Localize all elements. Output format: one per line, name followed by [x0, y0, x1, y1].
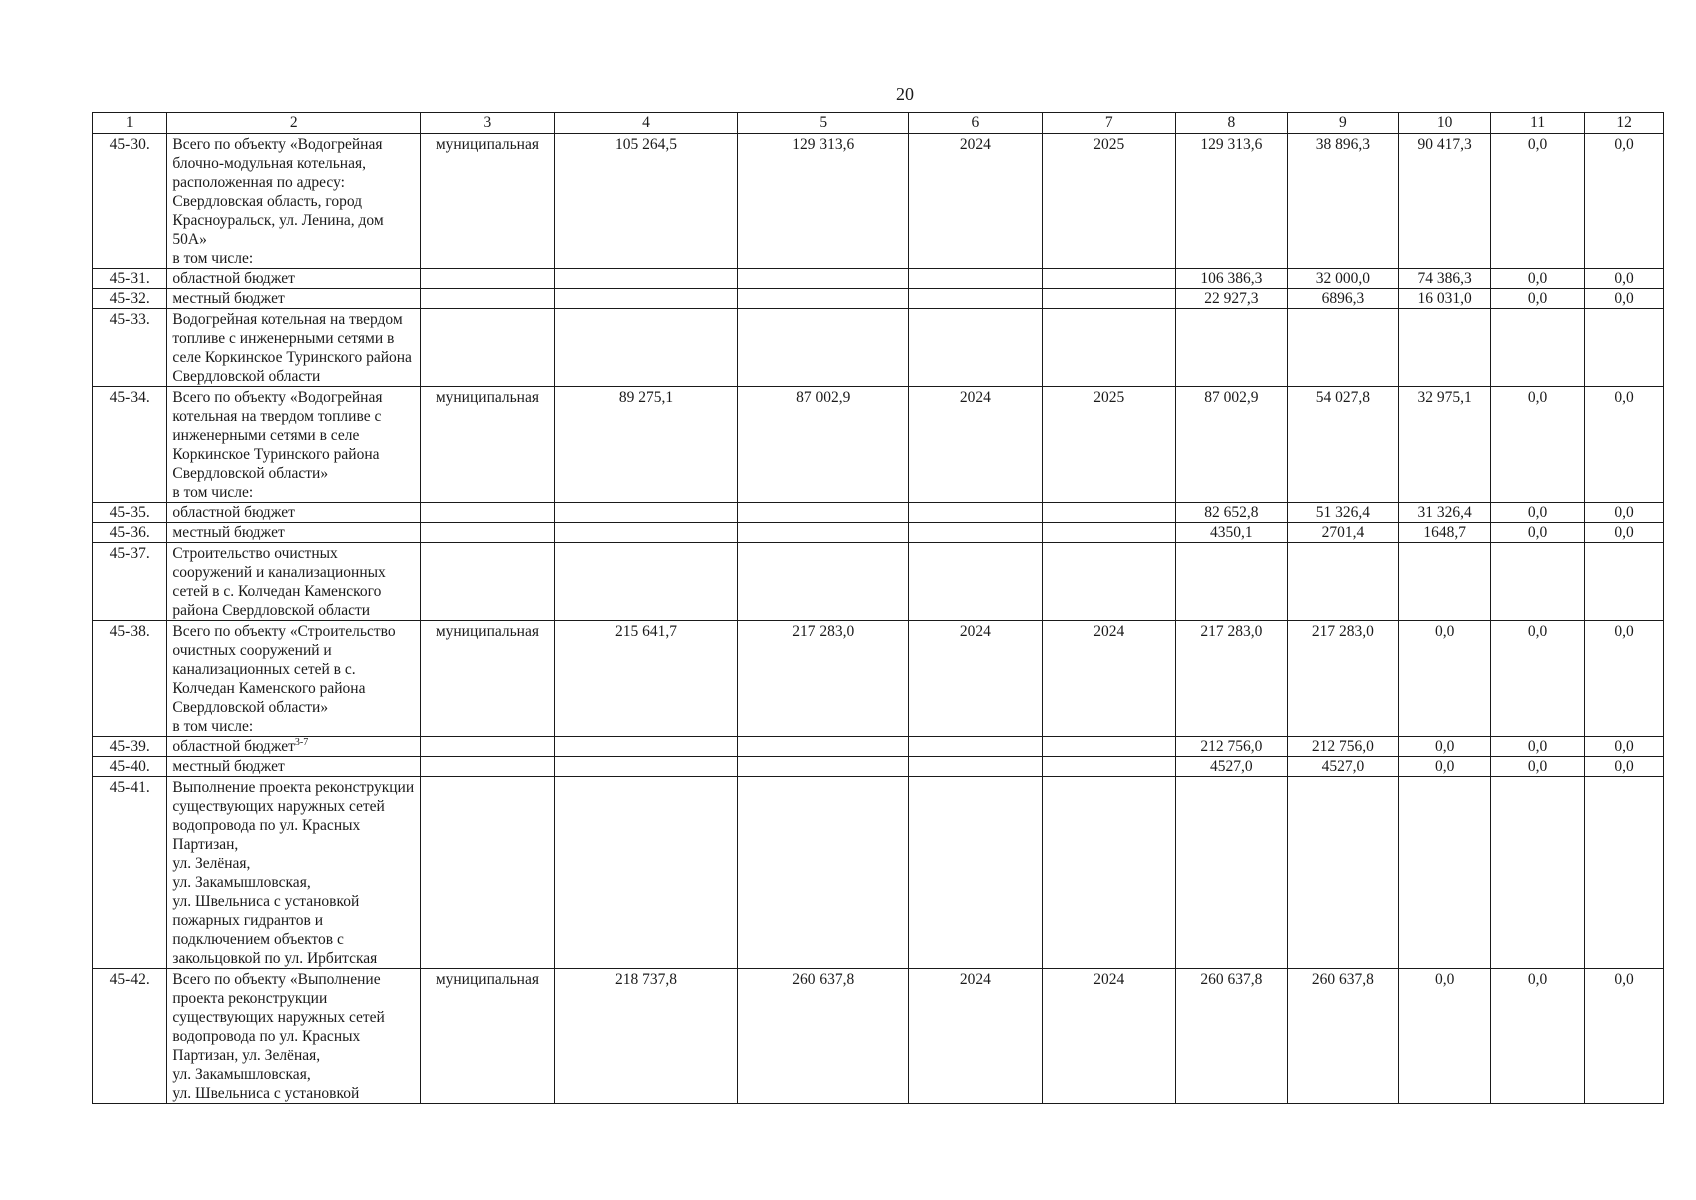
cost-value [738, 543, 909, 621]
start-year [909, 503, 1042, 523]
funding-year-3 [1491, 621, 1585, 737]
funding-year-3-text: 0,0 [1527, 738, 1548, 755]
end-year-text: 2024 [1093, 971, 1125, 988]
row-number-text: 45-30. [109, 136, 150, 153]
funding-year-4-text: 0,0 [1614, 971, 1634, 988]
end-year-text: 2025 [1093, 136, 1125, 153]
row-number-text: 45-33. [109, 311, 150, 328]
total-funding-text: 87 002,9 [1204, 389, 1259, 406]
funding-year-4-text: 0,0 [1614, 504, 1634, 521]
funding-year-2-text: 0,0 [1434, 623, 1455, 640]
item-description-text: областной бюджет [172, 504, 295, 521]
funding-year-2 [1399, 777, 1491, 969]
funding-year-3-text: 0,0 [1527, 389, 1548, 406]
cost-value [554, 543, 738, 621]
funding-year-1 [1287, 969, 1399, 1104]
end-year [1042, 503, 1175, 523]
funding-year-2 [1399, 737, 1491, 757]
total-funding [1176, 523, 1288, 543]
end-year [1042, 289, 1175, 309]
row-number [93, 543, 167, 621]
funding-year-1-text: 54 027,8 [1315, 389, 1371, 406]
item-description [167, 134, 421, 269]
cost-value [554, 134, 738, 269]
item-description [167, 621, 421, 737]
funding-year-4-text: 0,0 [1614, 623, 1634, 640]
table-row [93, 523, 1664, 543]
ownership-type [421, 134, 554, 269]
cost-value [738, 289, 909, 309]
funding-year-2-text: 0,0 [1434, 971, 1455, 988]
item-description [167, 387, 421, 503]
cost-value [738, 969, 909, 1104]
total-funding [1176, 621, 1288, 737]
funding-year-2 [1399, 309, 1491, 387]
funding-year-4-text: 0,0 [1614, 524, 1634, 541]
cost-value-text: 89 275,1 [618, 389, 674, 406]
total-funding [1176, 757, 1288, 777]
row-number [93, 269, 167, 289]
funding-year-2 [1399, 969, 1491, 1104]
end-year [1042, 523, 1175, 543]
ownership-type [421, 523, 554, 543]
funding-year-1-text: 2701,4 [1321, 524, 1365, 541]
start-year [909, 289, 1042, 309]
table-row [93, 737, 1664, 757]
cost-value-text: 105 264,5 [615, 136, 678, 153]
end-year [1042, 621, 1175, 737]
column-header: 9 [1287, 113, 1399, 134]
cost-value-text: 215 641,7 [615, 623, 678, 640]
row-number [93, 969, 167, 1104]
row-number-text: 45-42. [109, 971, 150, 988]
row-number [93, 289, 167, 309]
funding-year-3-text: 0,0 [1527, 136, 1548, 153]
cost-value-text: 217 283,0 [792, 623, 855, 640]
funding-year-4 [1585, 621, 1664, 737]
row-number [93, 523, 167, 543]
start-year [909, 737, 1042, 757]
funding-year-2 [1399, 543, 1491, 621]
cost-value [554, 309, 738, 387]
funding-year-4 [1585, 387, 1664, 503]
funding-year-3-text: 0,0 [1527, 290, 1548, 307]
funding-year-4-text: 0,0 [1614, 389, 1634, 406]
row-number-text: 45-38. [109, 623, 150, 640]
funding-year-2-text: 0,0 [1434, 758, 1455, 775]
column-header: 7 [1042, 113, 1175, 134]
table-row [93, 969, 1664, 1104]
row-number-text: 45-41. [109, 779, 150, 796]
start-year [909, 621, 1042, 737]
funding-year-2-text: 90 417,3 [1417, 136, 1472, 153]
funding-year-4-text: 0,0 [1614, 758, 1634, 775]
column-header: 4 [554, 113, 738, 134]
cost-value [738, 523, 909, 543]
funding-year-3 [1491, 289, 1585, 309]
funding-year-1 [1287, 289, 1399, 309]
row-number-text: 45-32. [109, 290, 150, 307]
item-description-text: Всего по объекту «Водогрейная блочно-модульная котельная, расположенная по адресу: Свердловская область, город Красноуральск, ул. Ленина, дом 50А» в том числе: [172, 136, 384, 267]
start-year-text: 2024 [959, 623, 991, 640]
item-description-text: Всего по объекту «Выполнение проекта реконструкции существующих наружных сетей водопровода по ул. Красных Партизан, ул. Зелёная, ул. Закамышловская, ул. Швельниса с установкой [172, 971, 385, 1102]
ownership-type [421, 309, 554, 387]
end-year [1042, 387, 1175, 503]
cost-value-text: 87 002,9 [796, 389, 851, 406]
total-funding [1176, 387, 1288, 503]
total-funding [1176, 737, 1288, 757]
item-description [167, 737, 421, 757]
row-number-text: 45-35. [109, 504, 150, 521]
end-year [1042, 269, 1175, 289]
funding-year-1-text: 6896,3 [1321, 290, 1365, 307]
cost-value [738, 777, 909, 969]
funding-year-1 [1287, 134, 1399, 269]
cost-value [554, 269, 738, 289]
column-header: 2 [167, 113, 421, 134]
total-funding [1176, 777, 1288, 969]
ownership-type [421, 289, 554, 309]
item-description [167, 777, 421, 969]
item-description [167, 309, 421, 387]
end-year [1042, 543, 1175, 621]
end-year-text: 2024 [1093, 623, 1125, 640]
end-year-text: 2025 [1093, 389, 1125, 406]
total-funding-text: 260 637,8 [1200, 971, 1263, 988]
row-number [93, 737, 167, 757]
cost-value [738, 757, 909, 777]
total-funding-text: 4350,1 [1210, 524, 1253, 541]
funding-year-4 [1585, 737, 1664, 757]
start-year [909, 309, 1042, 387]
column-header: 6 [909, 113, 1042, 134]
funding-year-1-text: 32 000,0 [1315, 270, 1371, 287]
row-number [93, 777, 167, 969]
row-number [93, 309, 167, 387]
total-funding [1176, 503, 1288, 523]
end-year [1042, 757, 1175, 777]
funding-year-4 [1585, 757, 1664, 777]
funding-year-1-text: 217 283,0 [1311, 623, 1374, 640]
item-description-text: местный бюджет [172, 758, 285, 775]
row-number-text: 45-31. [109, 270, 150, 287]
ownership-type-text: муниципальная [435, 971, 539, 988]
cost-value-text: 129 313,6 [792, 136, 855, 153]
table-row [93, 387, 1664, 503]
funding-year-2-text: 74 386,3 [1417, 270, 1472, 287]
item-description [167, 503, 421, 523]
funding-year-1 [1287, 737, 1399, 757]
total-funding-text: 4527,0 [1210, 758, 1253, 775]
cost-value [554, 737, 738, 757]
item-description-text: областной бюджет [172, 738, 295, 755]
funding-year-1 [1287, 309, 1399, 387]
funding-year-4 [1585, 289, 1664, 309]
funding-year-4 [1585, 969, 1664, 1104]
start-year [909, 523, 1042, 543]
page-number: 20 [896, 84, 914, 104]
start-year [909, 269, 1042, 289]
ownership-type [421, 757, 554, 777]
funding-year-1-text: 4527,0 [1321, 758, 1365, 775]
funding-year-4-text: 0,0 [1614, 136, 1634, 153]
total-funding [1176, 969, 1288, 1104]
ownership-type [421, 503, 554, 523]
ownership-type-text: муниципальная [435, 136, 539, 153]
row-number [93, 387, 167, 503]
column-number-row [93, 113, 1664, 134]
row-number-text: 45-34. [109, 389, 150, 406]
cost-value [554, 777, 738, 969]
total-funding [1176, 289, 1288, 309]
funding-year-4 [1585, 309, 1664, 387]
table-row [93, 543, 1664, 621]
cost-value [554, 523, 738, 543]
cost-value [738, 621, 909, 737]
funding-year-2 [1399, 134, 1491, 269]
column-header: 8 [1176, 113, 1288, 134]
row-number [93, 134, 167, 269]
funding-year-3 [1491, 777, 1585, 969]
start-year [909, 543, 1042, 621]
funding-year-4 [1585, 503, 1664, 523]
cost-value [554, 289, 738, 309]
start-year-text: 2024 [959, 389, 991, 406]
cost-value [738, 387, 909, 503]
start-year [909, 134, 1042, 269]
total-funding-text: 22 927,3 [1204, 290, 1259, 307]
funding-year-3 [1491, 757, 1585, 777]
table-row [93, 757, 1664, 777]
footnote-reference: 3-7 [294, 736, 309, 748]
start-year-text: 2024 [959, 136, 991, 153]
end-year [1042, 737, 1175, 757]
funding-year-2 [1399, 387, 1491, 503]
funding-year-1 [1287, 387, 1399, 503]
total-funding [1176, 309, 1288, 387]
cost-value [738, 737, 909, 757]
funding-year-4-text: 0,0 [1614, 290, 1634, 307]
funding-year-3-text: 0,0 [1527, 971, 1548, 988]
funding-year-4 [1585, 777, 1664, 969]
funding-year-1 [1287, 269, 1399, 289]
cost-value [554, 757, 738, 777]
funding-year-4 [1585, 134, 1664, 269]
funding-year-1-text: 212 756,0 [1311, 738, 1374, 755]
table-row [93, 621, 1664, 737]
ownership-type [421, 387, 554, 503]
row-number [93, 757, 167, 777]
funding-year-1 [1287, 543, 1399, 621]
item-description [167, 969, 421, 1104]
cost-value [738, 503, 909, 523]
ownership-type [421, 737, 554, 757]
item-description [167, 543, 421, 621]
funding-year-3-text: 0,0 [1527, 623, 1548, 640]
funding-year-2-text: 1648,7 [1423, 524, 1466, 541]
cost-value [554, 387, 738, 503]
funding-year-4 [1585, 269, 1664, 289]
total-funding-text: 217 283,0 [1200, 623, 1263, 640]
funding-year-1 [1287, 621, 1399, 737]
row-number [93, 503, 167, 523]
budget-table [92, 112, 1664, 1104]
funding-year-1-text: 38 896,3 [1315, 136, 1371, 153]
total-funding [1176, 543, 1288, 621]
item-description-text: Всего по объекту «Водогрейная котельная на твердом топливе с инженерными сетями в селе Коркинское Туринского района Свердловской области» в том числе: [172, 389, 383, 501]
funding-year-1 [1287, 777, 1399, 969]
row-number-text: 45-40. [109, 758, 150, 775]
item-description-text: Строительство очистных сооружений и канализационных сетей в с. Колчедан Каменского района Свердловской области [172, 545, 386, 619]
funding-year-2-text: 0,0 [1434, 738, 1455, 755]
ownership-type-text: муниципальная [435, 389, 539, 406]
cost-value [738, 269, 909, 289]
end-year [1042, 309, 1175, 387]
funding-year-3 [1491, 503, 1585, 523]
funding-year-3-text: 0,0 [1527, 270, 1548, 287]
item-description-text: Выполнение проекта реконструкции существующих наружных сетей водопровода по ул. Красных Партизан, ул. Зелёная, ул. Закамышловская, ул. Швельниса с установкой пожарных гидрантов и подключением объектов с закольцовкой по ул. Ирбитская [172, 779, 415, 967]
funding-year-4 [1585, 543, 1664, 621]
funding-year-2 [1399, 503, 1491, 523]
item-description [167, 289, 421, 309]
column-header: 11 [1491, 113, 1585, 134]
funding-year-2 [1399, 289, 1491, 309]
item-description-text: Всего по объекту «Строительство очистных сооружений и канализационных сетей в с. Колчедан Каменского района Свердловской области» в том числе: [172, 623, 396, 735]
item-description-text: местный бюджет [172, 290, 285, 307]
cost-value-text: 218 737,8 [615, 971, 678, 988]
funding-year-4-text: 0,0 [1614, 270, 1634, 287]
funding-year-3-text: 0,0 [1527, 524, 1548, 541]
funding-year-3 [1491, 269, 1585, 289]
funding-year-3 [1491, 523, 1585, 543]
total-funding-text: 129 313,6 [1200, 136, 1263, 153]
funding-year-2-text: 32 975,1 [1417, 389, 1472, 406]
funding-year-1 [1287, 523, 1399, 543]
table-body [93, 134, 1664, 1104]
ownership-type [421, 621, 554, 737]
item-description [167, 523, 421, 543]
column-header: 3 [421, 113, 554, 134]
item-description [167, 757, 421, 777]
funding-year-3-text: 0,0 [1527, 758, 1548, 775]
cost-value [738, 309, 909, 387]
table-row [93, 134, 1664, 269]
end-year [1042, 969, 1175, 1104]
item-description [167, 269, 421, 289]
start-year [909, 969, 1042, 1104]
funding-year-4 [1585, 523, 1664, 543]
cost-value [738, 134, 909, 269]
funding-year-1 [1287, 503, 1399, 523]
total-funding-text: 106 386,3 [1200, 270, 1263, 287]
cost-value [554, 969, 738, 1104]
funding-year-3 [1491, 387, 1585, 503]
total-funding-text: 212 756,0 [1200, 738, 1263, 755]
funding-year-3 [1491, 309, 1585, 387]
item-description-text: местный бюджет [172, 524, 285, 541]
funding-year-2 [1399, 621, 1491, 737]
row-number-text: 45-36. [109, 524, 150, 541]
table-row [93, 309, 1664, 387]
ownership-type [421, 777, 554, 969]
cost-value-text: 260 637,8 [792, 971, 855, 988]
total-funding [1176, 134, 1288, 269]
total-funding [1176, 269, 1288, 289]
column-header: 10 [1399, 113, 1491, 134]
funding-year-2 [1399, 523, 1491, 543]
item-description-text: областной бюджет [172, 270, 295, 287]
cost-value [554, 503, 738, 523]
funding-year-3-text: 0,0 [1527, 504, 1548, 521]
ownership-type-text: муниципальная [435, 623, 539, 640]
ownership-type [421, 543, 554, 621]
column-header: 1 [93, 113, 167, 134]
funding-year-3 [1491, 543, 1585, 621]
item-description-text: Водогрейная котельная на твердом топливе с инженерными сетями в селе Коркинское Туринского района Свердловской области [172, 311, 412, 385]
table-row [93, 289, 1664, 309]
ownership-type [421, 269, 554, 289]
total-funding-text: 82 652,8 [1204, 504, 1259, 521]
funding-year-2 [1399, 269, 1491, 289]
start-year-text: 2024 [959, 971, 991, 988]
table-row [93, 269, 1664, 289]
funding-year-3 [1491, 134, 1585, 269]
row-number-text: 45-37. [109, 545, 150, 562]
funding-year-2-text: 16 031,0 [1417, 290, 1472, 307]
funding-year-1-text: 51 326,4 [1315, 504, 1371, 521]
ownership-type [421, 969, 554, 1104]
funding-year-3 [1491, 737, 1585, 757]
end-year [1042, 134, 1175, 269]
end-year [1042, 777, 1175, 969]
funding-year-3 [1491, 969, 1585, 1104]
table-row [93, 777, 1664, 969]
cost-value [554, 621, 738, 737]
funding-year-1 [1287, 757, 1399, 777]
table-row [93, 503, 1664, 523]
start-year [909, 777, 1042, 969]
row-number [93, 621, 167, 737]
funding-year-2 [1399, 757, 1491, 777]
column-header: 12 [1585, 113, 1664, 134]
column-header: 5 [738, 113, 909, 134]
funding-year-1-text: 260 637,8 [1311, 971, 1374, 988]
row-number-text: 45-39. [109, 738, 150, 755]
start-year [909, 757, 1042, 777]
start-year [909, 387, 1042, 503]
funding-year-4-text: 0,0 [1614, 738, 1634, 755]
funding-year-2-text: 31 326,4 [1417, 504, 1472, 521]
